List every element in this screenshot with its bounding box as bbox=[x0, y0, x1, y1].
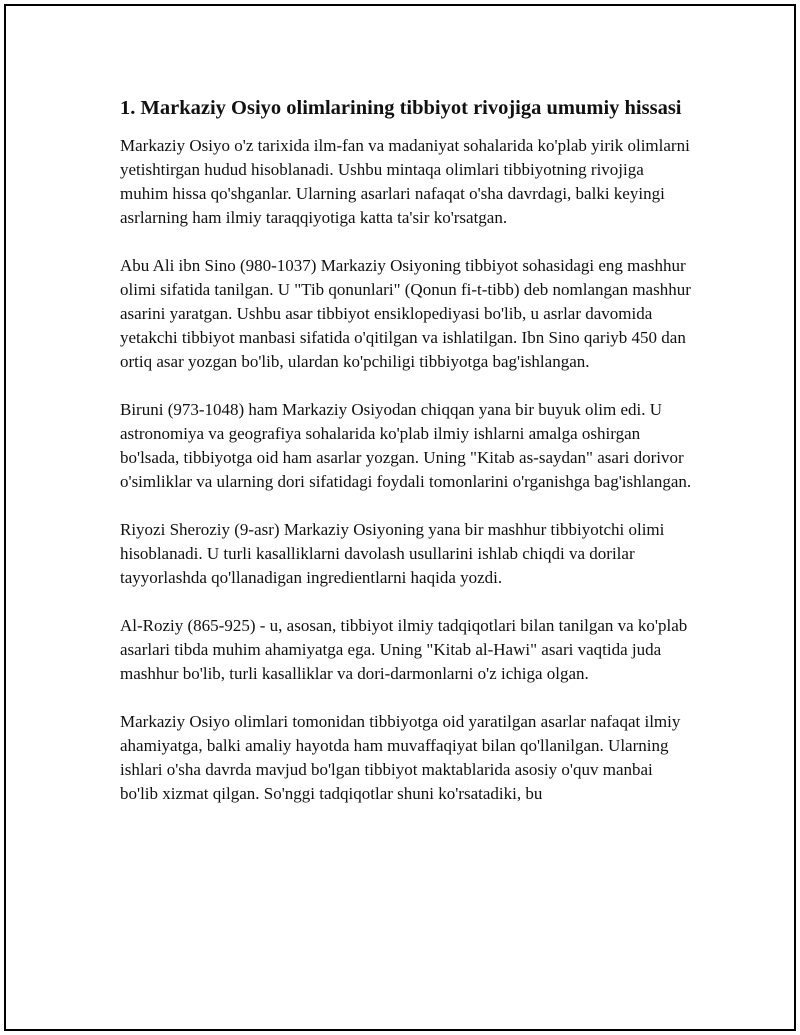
document-page bbox=[4, 4, 796, 1031]
paragraph-biruni: Biruni (973-1048) ham Markaziy Osiyodan chiqqan yana bir buyuk olim edi. U astronomiya va geografiya sohalarida ko'plab ilmiy ishlarni amalga oshirgan bo'lsada, tibbiyotga oid ham asarlar yozgan. Uning "Kitab as-saydan" asari dorivor o'simliklar va ularning dori sifatidagi foydali tomonlarini o'rganishga bag'ishlangan. bbox=[120, 400, 692, 491]
paragraph-riyozi-sheroziy: Riyozi Sheroziy (9-asr) Markaziy Osiyoning yana bir mashhur tibbiyotchi olimi hisoblanadi. U turli kasalliklarni davolash usullarini ishlab chiqdi va dorilar tayyorlashda qo'llanadigan ingredientlarni haqida yozdi. bbox=[120, 520, 665, 587]
section-heading: 1. Markaziy Osiyo olimlarining tibbiyot rivojiga umumiy hissasi bbox=[120, 97, 682, 119]
document-body bbox=[120, 96, 695, 830]
paragraph-conclusion: Markaziy Osiyo olimlari tomonidan tibbiyotga oid yaratilgan asarlar nafaqat ilmiy ahamiyatga, balki amaliy hayotda ham muvaffaqiyat bilan qo'llanilgan. Ularning ishlari o'sha davrda mavjud bo'lgan tibbiyot maktablarida asosiy o'quv manbai bo'lib xizmat qilgan. So'nggi tadqiqotlar shuni ko'rsatadiki, bu bbox=[120, 712, 681, 803]
paragraph-al-roziy: Al-Roziy (865-925) - u, asosan, tibbiyot ilmiy tadqiqotlari bilan tanilgan va ko'plab asarlari tibda muhim ahamiyatga ega. Uning "Kitab al-Hawi" asari vaqtida juda mashhur bo'lib, turli kasalliklar va dori-darmonlarni o'z ichiga olgan. bbox=[120, 616, 688, 683]
paragraph-intro: Markaziy Osiyo o'z tarixida ilm-fan va madaniyat sohalarida ko'plab yirik olimlarni yetishtirgan hudud hisoblanadi. Ushbu mintaqa olimlari tibbiyotning rivojiga muhim hissa qo'shganlar. Ularning asarlari nafaqat o'sha davrdagi, balki keyingi asrlarning ham ilmiy taraqqiyotiga katta ta'sir ko'rsatgan. bbox=[120, 136, 690, 227]
paragraph-ibn-sino: Abu Ali ibn Sino (980-1037) Markaziy Osiyoning tibbiyot sohasidagi eng mashhur olimi sifatida tanilgan. U "Tib qonunlari" (Qonun fi-t-tibb) deb nomlangan mashhur asarini yaratgan. Ushbu asar tibbiyot ensiklopediyasi bo'lib, u asrlar davomida yetakchi tibbiyot manbasi sifatida o'qitilgan va ishlatilgan. Ibn Sino qariyb 450 dan ortiq asar yozgan bo'lib, ulardan ko'pchiligi tibbiyotga bag'ishlangan. bbox=[120, 256, 691, 371]
